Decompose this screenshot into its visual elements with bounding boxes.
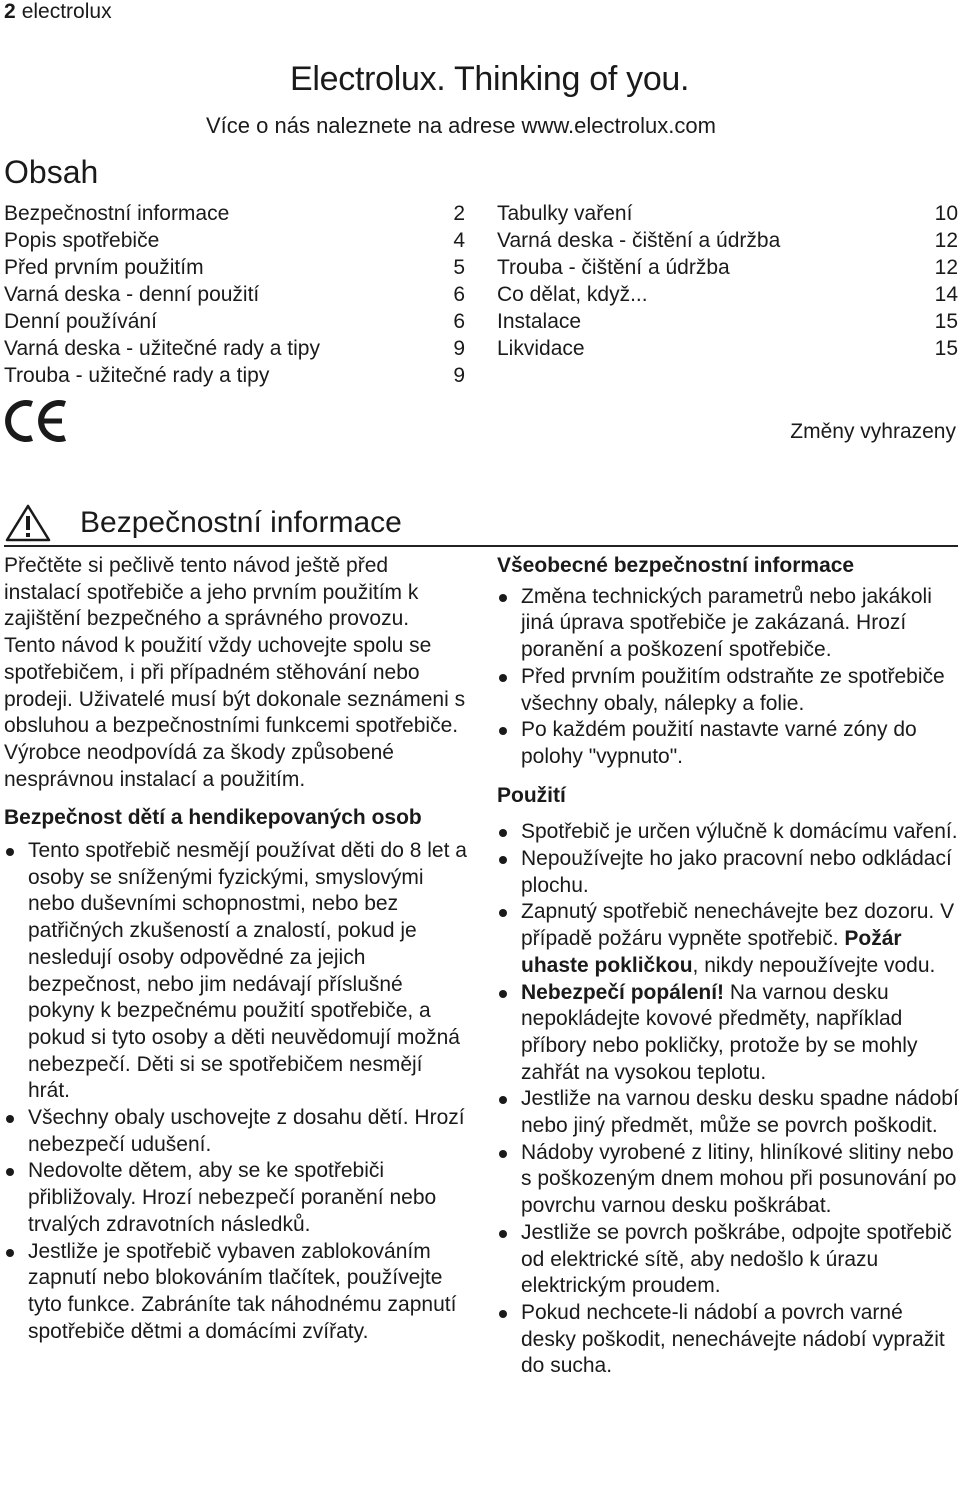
toc-entry[interactable] xyxy=(4,362,465,389)
toc-entry-label: Bezpečnostní informace xyxy=(4,202,230,225)
toc-entry-label: Trouba - čištění a údržba xyxy=(497,256,730,279)
changes-reserved-note: Změny vyhrazeny xyxy=(790,420,956,443)
toc-entry[interactable] xyxy=(497,200,958,227)
toc-entry[interactable] xyxy=(497,227,958,254)
left-text-column xyxy=(4,553,467,1345)
toc-entry-label: Varná deska - čištění a údržba xyxy=(497,229,781,252)
section-title: Bezpečnostní informace xyxy=(80,506,402,539)
list-item: Jestliže je spotřebič vybaven zablokováním zapnutí nebo blokováním tlačítek, používejte tyto funkce. Zabráníte tak náhodnému zapnutí spotřebiče dětmi a domácími zvířaty. xyxy=(4,1239,467,1346)
list-item: Spotřebič je určen výlučně k domácímu vaření. xyxy=(497,819,960,846)
intro-paragraph: Výrobce neodpovídá za škody způsobené nesprávnou instalací a použitím. xyxy=(4,740,394,791)
toc-entry-label: Denní používání xyxy=(4,310,157,333)
toc-entry-label: Varná deska - užitečné rady a tipy xyxy=(4,337,320,360)
list-item: Nepoužívejte ho jako pracovní nebo odkládací plochu. xyxy=(497,846,960,899)
toc-entry[interactable] xyxy=(497,308,958,335)
toc-entry-page: 6 xyxy=(453,310,465,333)
toc-entry[interactable] xyxy=(4,227,465,254)
fire-warning-bold: Požár uhaste pokličkou xyxy=(521,927,902,977)
general-safety-list xyxy=(497,584,960,771)
warning-triangle-icon xyxy=(4,503,52,543)
toc-entry-page: 10 xyxy=(934,202,958,225)
toc-entry[interactable] xyxy=(4,281,465,308)
toc-entry-label: Varná deska - denní použití xyxy=(4,283,260,306)
toc-entry-label: Trouba - užitečné rady a tipy xyxy=(4,364,270,387)
toc-entry-label: Před prvním použitím xyxy=(4,256,204,279)
toc-entry-page: 6 xyxy=(453,283,465,306)
page-number: 2 xyxy=(4,0,16,23)
toc-right-column xyxy=(497,200,958,362)
toc-entry-page: 12 xyxy=(934,229,958,252)
intro-paragraph: Tento návod k použití vždy uchovejte spolu se spotřebičem, i při případném stěhování nebo prodeji. Uživatelé musí být dokonale seznámeni s obsluhou a bezpečnostními funkcemi spotřebiče. xyxy=(4,634,466,738)
burn-warning-bold: Nebezpečí popálení! xyxy=(521,980,725,1004)
toc-entry-page: 4 xyxy=(453,229,465,252)
toc-entry-page: 15 xyxy=(934,337,958,360)
list-item-text: Na varnou desku nepokládejte kovové předměty, například příbory nebo pokličky, protože by se mohly zahřát na vysokou teplotu. xyxy=(521,980,918,1084)
toc-entry[interactable] xyxy=(497,335,958,362)
toc-entry-label: Co dělat, když... xyxy=(497,283,648,306)
toc-entry[interactable] xyxy=(4,335,465,362)
toc-entry-page: 2 xyxy=(453,202,465,225)
right-text-column xyxy=(497,553,960,1380)
intro-paragraph: Přečtěte si pečlivě tento návod ještě před instalací spotřebiče a jeho prvním použitím k zajištění bezpečného a správného provozu. xyxy=(4,554,419,631)
toc-entry-label: Likvidace xyxy=(497,337,585,360)
toc-entry[interactable] xyxy=(497,254,958,281)
children-safety-list xyxy=(4,838,467,1345)
toc-entry-page: 15 xyxy=(934,310,958,333)
toc-entry-page: 9 xyxy=(453,337,465,360)
list-item: Jestliže se povrch poškrábe, odpojte spotřebič od elektrické sítě, aby nedošlo k úrazu elektrickým proudem. xyxy=(497,1220,960,1300)
toc-entry-label: Popis spotřebiče xyxy=(4,229,160,252)
toc-entry-page: 12 xyxy=(934,256,958,279)
toc-left-column xyxy=(4,200,465,389)
use-heading: Použití xyxy=(497,783,566,807)
list-item: Před prvním použitím odstraňte ze spotřebiče všechny obaly, nálepky a folie. xyxy=(497,664,960,717)
list-item: Tento spotřebič nesmějí používat děti do 8 let a osoby se sníženými fyzickými, smyslovými nebo duševními schopnostmi, nebo bez patřičných zkušeností a znalostí, pokud je nesledují osoby odpovědné za jejich bezpečnost, nebo jim nedávají příslušné pokyny k bezpečnému použití spotřebiče, a pokud si tyto osoby a děti neuvědomují možná nebezpečí. Děti si se spotřebičem nesmějí hrát. xyxy=(4,838,467,1105)
toc-entry[interactable] xyxy=(4,254,465,281)
toc-entry-page: 14 xyxy=(934,283,958,306)
list-item: Všechny obaly uschovejte z dosahu dětí. Hrozí nebezpečí udušení. xyxy=(4,1105,467,1158)
toc-entry[interactable] xyxy=(4,308,465,335)
toc-entry-label: Tabulky vaření xyxy=(497,202,633,225)
brand-name: electrolux xyxy=(21,0,112,23)
children-safety-heading: Bezpečnost dětí a hendikepovaných osob xyxy=(4,806,422,830)
list-item-text: , nikdy nepoužívejte vodu. xyxy=(692,953,936,977)
toc-entry-page: 5 xyxy=(453,256,465,279)
list-item: Nádoby vyrobené z litiny, hliníkové slitiny nebo s poškozeným dnem mohou při posunování po povrchu varnou desku poškrábat. xyxy=(497,1140,960,1220)
list-item: Nedovolte dětem, aby se ke spotřebiči přibližovaly. Hrozí nebezpečí poranění nebo trvalých zdravotních následků. xyxy=(4,1158,467,1238)
list-item: Změna technických parametrů nebo jakákoli jiná úprava spotřebiče je zakázaná. Hrozí poranění a poškození spotřebiče. xyxy=(497,584,960,664)
section-divider xyxy=(4,545,958,547)
toc-entry[interactable] xyxy=(4,200,465,227)
toc-entry-label: Instalace xyxy=(497,310,582,333)
general-safety-heading: Všeobecné bezpečnostní informace xyxy=(497,554,855,577)
list-item-text: Zapnutý spotřebič nenechávejte bez dozoru. V případě požáru vypněte spotřebič. xyxy=(521,900,955,951)
list-item: Po každém použití nastavte varné zóny do polohy "vypnuto". xyxy=(497,717,960,770)
toc-title: Obsah xyxy=(4,154,99,190)
ce-mark-icon xyxy=(4,398,68,444)
slogan: Electrolux. Thinking of you. xyxy=(290,60,690,98)
more-info-line: Více o nás naleznete na adrese www.electrolux.com xyxy=(206,113,716,138)
list-item: Jestliže na varnou desku desku spadne nádobí nebo jiný předmět, může se povrch poškodit. xyxy=(497,1086,960,1139)
page-header xyxy=(4,0,112,24)
list-item xyxy=(497,980,960,1087)
toc-entry-page: 9 xyxy=(453,364,465,387)
list-item: Pokud nechcete-li nádobí a povrch varné desky poškodit, nenechávejte nádobí vypražit do sucha. xyxy=(497,1300,960,1380)
use-list xyxy=(497,819,960,1380)
toc-entry[interactable] xyxy=(497,281,958,308)
list-item xyxy=(497,899,960,979)
